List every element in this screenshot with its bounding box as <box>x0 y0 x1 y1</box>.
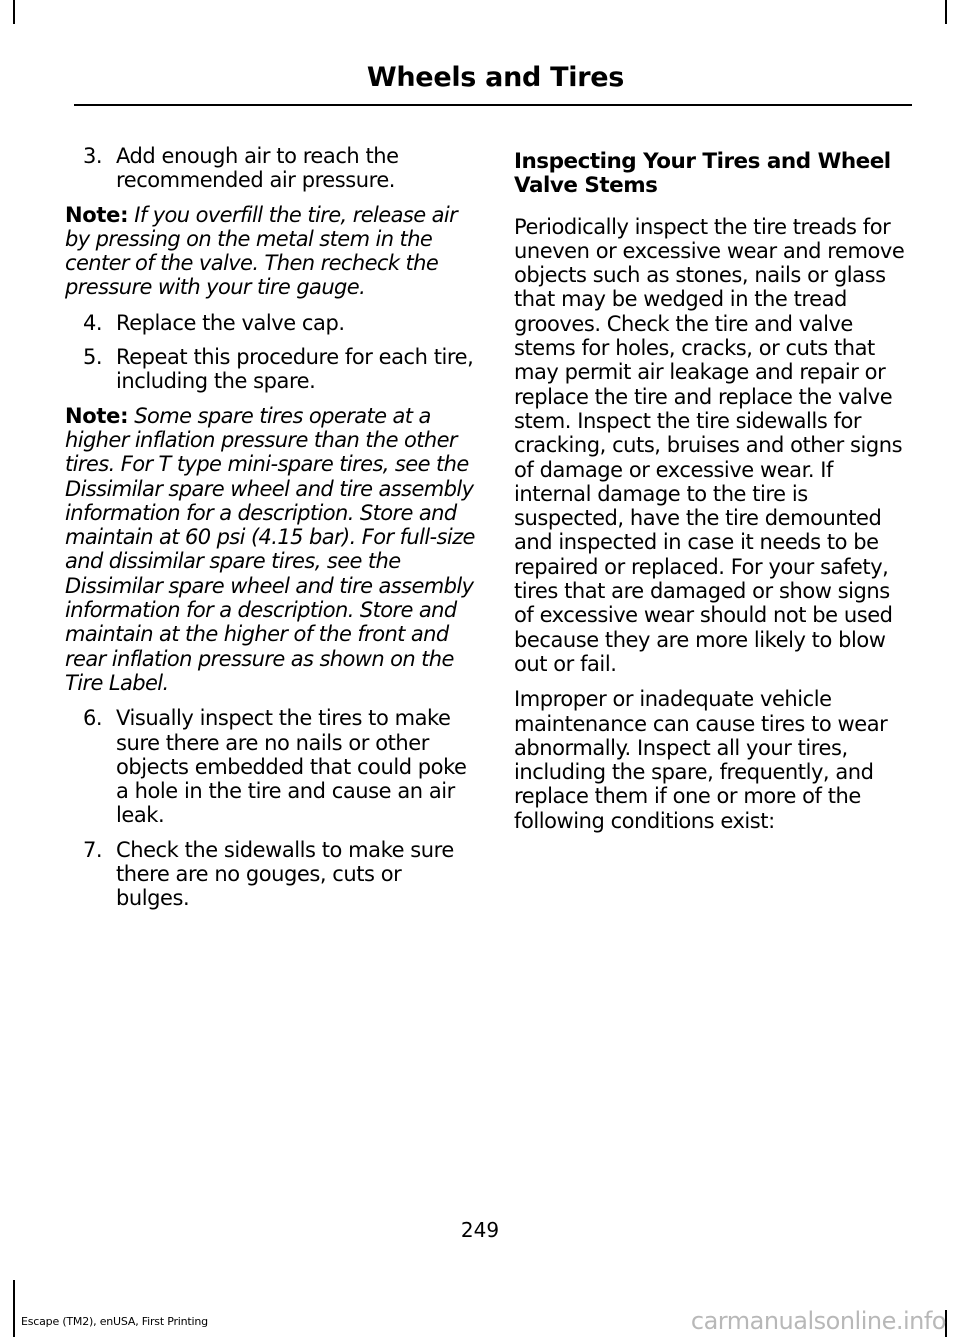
step-number: 6. <box>83 706 103 731</box>
note-overfill <box>65 203 475 300</box>
edition-footer: Escape (TM2), enUSA, First Printing <box>21 1315 208 1328</box>
step-text: Replace the valve cap. <box>116 310 345 335</box>
step-text: Check the sidewalls to make sure there are no gouges, cuts or bulges. <box>116 837 454 911</box>
step-number: 3. <box>83 144 103 168</box>
step-4 <box>65 311 475 335</box>
step-number: 4. <box>83 310 103 335</box>
step-number: 7. <box>83 837 103 862</box>
crop-mark-top-left-vertical <box>13 0 15 24</box>
step-7 <box>65 838 475 911</box>
watermark: carmanualsonline.info <box>690 1307 946 1335</box>
header-divider <box>74 104 912 106</box>
page-number: 249 <box>460 1218 500 1242</box>
step-5 <box>65 345 475 394</box>
right-column <box>514 144 910 844</box>
step-3 <box>65 144 475 193</box>
section-heading: Inspecting Your Tires and Wheel Valve Stems <box>514 149 891 199</box>
note-text: If you overfill the tire, release air by pressing on the metal stem in the center of the valve. Then recheck the pressure with your tire gauge. <box>65 202 458 300</box>
left-column <box>65 144 475 921</box>
note-label: Note: <box>65 202 129 227</box>
step-6 <box>65 706 475 827</box>
paragraph-maintenance: Improper or inadequate vehicle maintenance can cause tires to wear abnormally. Inspect all your tires, including the spare, frequently, and replace them if one or more of the following conditions exist: <box>514 687 888 833</box>
paragraph-inspection: Periodically inspect the tire treads for uneven or excessive wear and remove objects such as stones, nails or glass that may be wedged in the tread grooves. Check the tire and valve stems for holes, cracks, or cuts that may permit air leakage and repair or replace the tire and replace the valve stem. Inspect the tire sidewalls for cracking, cuts, bruises and other signs of damage or excessive wear. If internal damage to the tire is suspected, have the tire demounted and inspected in case it needs to be repaired or replaced. For your safety, tires that are damaged or show signs of excessive wear should not be used because they are more likely to blow out or fail. <box>514 214 905 676</box>
page-section-title: Wheels and Tires <box>366 62 624 93</box>
step-text: Visually inspect the tires to make sure there are no nails or other objects embedded that could poke a hole in the tire and cause an air leak. <box>116 706 467 828</box>
step-text: Repeat this procedure for each tire, including the spare. <box>116 345 474 394</box>
step-text: Add enough air to reach the recommended air pressure. <box>116 144 399 193</box>
note-text: Some spare tires operate at a higher inflation pressure than the other tires. For T type mini-spare tires, see the Dissimilar spare wheel and tire assembly information for a description. Store and maintain at 60 psi (4.15 bar). For full-size and dissimilar spare tires, see the Dissimilar spare wheel and tire assembly information for a description. Store and maintain at the higher of the front and rear inflation pressure as shown on the Tire Label. <box>65 403 475 695</box>
note-label: Note: <box>65 403 129 428</box>
crop-mark-top-right-vertical <box>945 0 947 24</box>
step-number: 5. <box>83 345 103 370</box>
note-spare-tires <box>65 404 475 696</box>
crop-mark-bottom-left-vertical <box>13 1280 15 1337</box>
